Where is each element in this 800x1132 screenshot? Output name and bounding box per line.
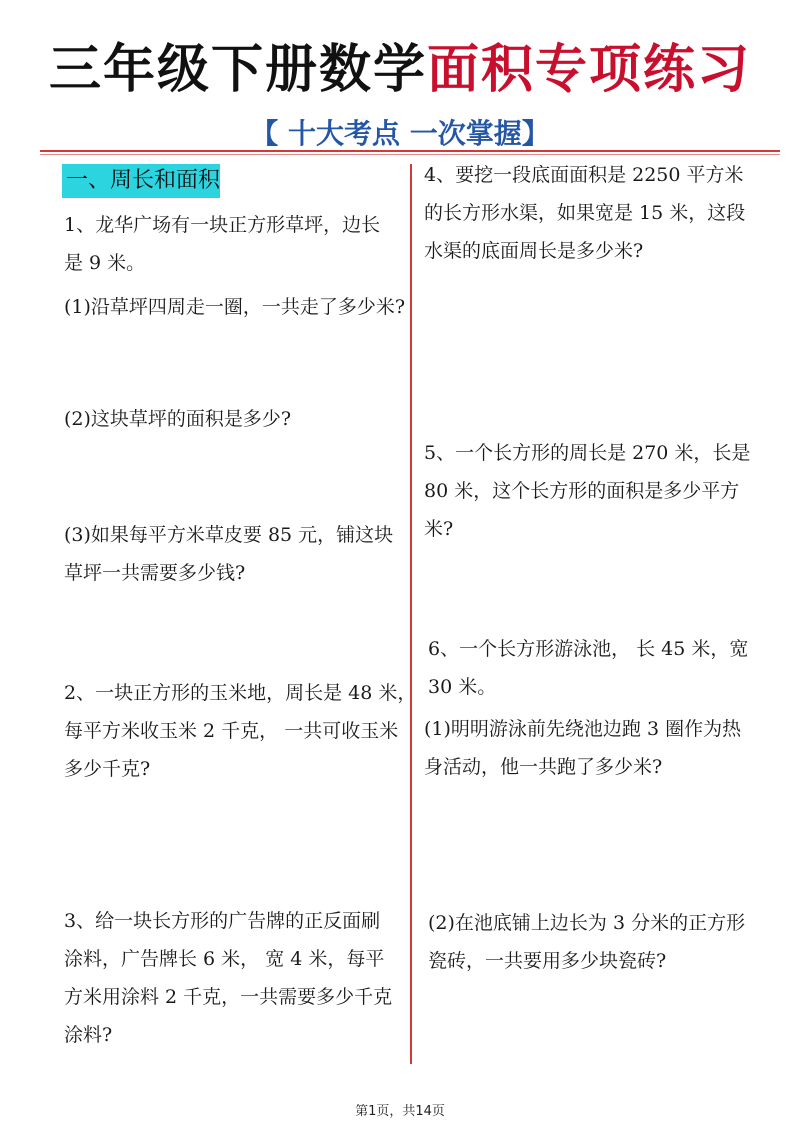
question-1-part-3-line: (3)如果每平方米草皮要 85 元，铺这块 bbox=[64, 524, 394, 546]
question-6-part-2-line: (2)在池底铺上边长为 3 分米的正方形 bbox=[428, 912, 746, 934]
question-1-part-2-line: (2)这块草坪的面积是多少? bbox=[64, 408, 292, 430]
title-black-part: 三年级下册数学 bbox=[48, 40, 427, 100]
question-5-line: 米? bbox=[424, 518, 454, 540]
question-3-line: 涂料? bbox=[64, 1024, 113, 1046]
question-6-line: 6、一个长方形游泳池， 长 45 米，宽 bbox=[428, 638, 749, 660]
question-6-part-1 bbox=[424, 710, 741, 786]
question-1-part-3-line: 草坪一共需要多少钱? bbox=[64, 562, 246, 584]
page-subtitle: 【 十大考点 一次掌握】 bbox=[250, 117, 550, 150]
question-1-part-1 bbox=[64, 288, 405, 326]
section-heading: 一、周长和面积 bbox=[62, 164, 220, 198]
question-1-part-1-line: (1)沿草坪四周走一圈，一共走了多少米? bbox=[64, 296, 406, 318]
question-2 bbox=[64, 674, 416, 788]
question-3 bbox=[64, 902, 392, 1054]
question-6-part-2 bbox=[428, 904, 745, 980]
question-5-line: 5、一个长方形的周长是 270 米，长是 bbox=[424, 442, 751, 464]
question-4-line: 的长方形水渠，如果宽是 15 米，这段 bbox=[424, 202, 746, 224]
question-6-part-2-line: 瓷砖，一共要用多少块瓷砖? bbox=[428, 950, 667, 972]
header-rule-thin bbox=[40, 154, 780, 155]
question-1 bbox=[64, 206, 380, 282]
page-footer: 第1页，共14页 bbox=[355, 1104, 445, 1119]
question-1-part-2 bbox=[64, 400, 291, 438]
question-2-line: 每平方米收玉米 2 千克， 一共可收玉米 bbox=[64, 720, 399, 742]
question-6-line: 30 米。 bbox=[428, 676, 497, 698]
question-5 bbox=[424, 434, 750, 548]
question-6-part-1-line: (1)明明游泳前先绕池边跑 3 圈作为热 bbox=[424, 718, 742, 740]
title-red-part: 面积专项练习 bbox=[427, 40, 752, 100]
question-1-line: 1、龙华广场有一块正方形草坪，边长 bbox=[64, 214, 381, 236]
question-5-line: 80 米，这个长方形的面积是多少平方 bbox=[424, 480, 740, 502]
question-1-part-3 bbox=[64, 516, 393, 592]
page-title bbox=[0, 34, 800, 106]
question-4 bbox=[424, 156, 745, 270]
question-2-line: 2、一块正方形的玉米地，周长是 48 米， bbox=[64, 682, 417, 704]
question-3-line: 3、给一块长方形的广告牌的正反面刷 bbox=[64, 910, 381, 932]
question-3-line: 方米用涂料 2 千克，一共需要多少千克 bbox=[64, 986, 393, 1008]
question-4-line: 水渠的底面周长是多少米? bbox=[424, 240, 644, 262]
header-rule bbox=[40, 150, 780, 152]
question-1-line: 是 9 米。 bbox=[64, 252, 146, 274]
question-2-line: 多少千克? bbox=[64, 758, 151, 780]
question-6-part-1-line: 身活动，他一共跑了多少米? bbox=[424, 756, 663, 778]
question-3-line: 涂料，广告牌长 6 米， 宽 4 米，每平 bbox=[64, 948, 385, 970]
question-6 bbox=[428, 630, 748, 706]
question-4-line: 4、要挖一段底面面积是 2250 平方米 bbox=[424, 164, 744, 186]
column-divider bbox=[410, 164, 412, 1064]
